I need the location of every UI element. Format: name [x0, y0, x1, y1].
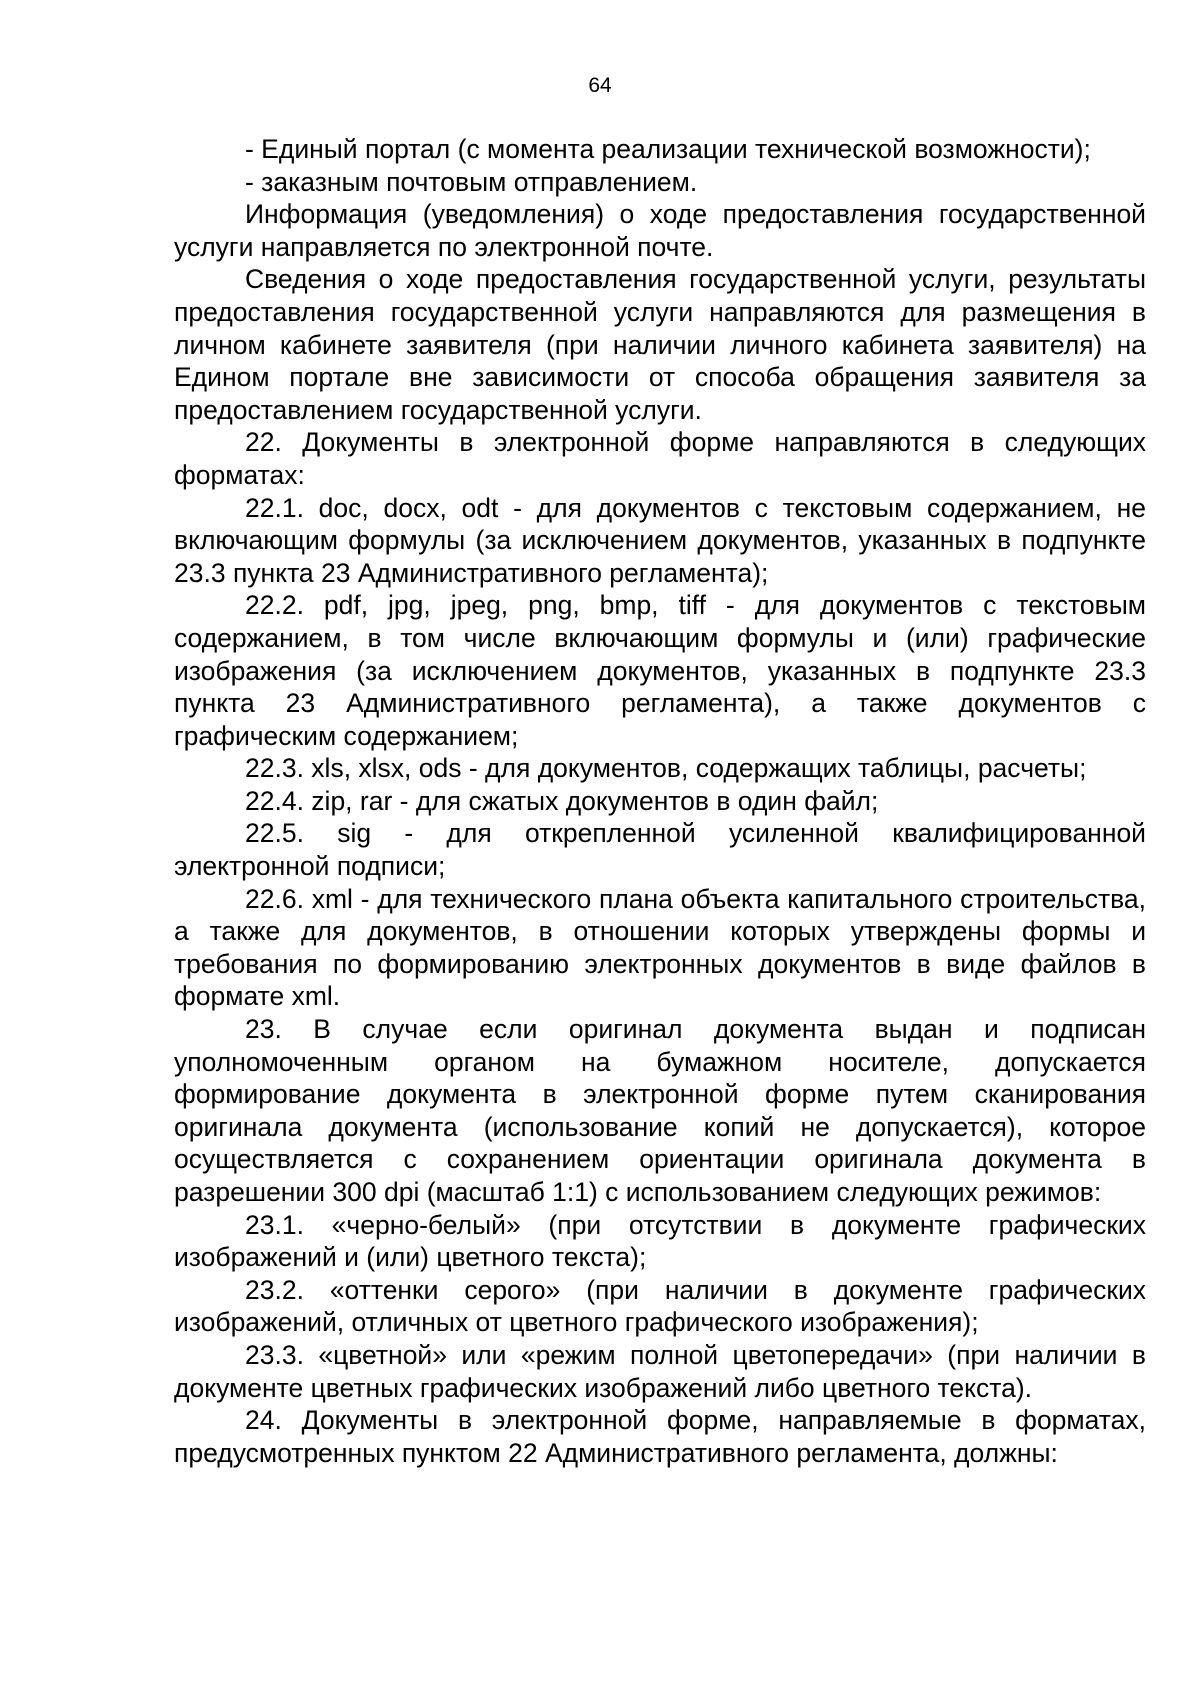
paragraph-24: 24. Документы в электронной форме, направляемые в форматах, предусмотренных пунктом 22 Административного регламента, должны: [174, 1405, 1146, 1468]
paragraph-22-4: 22.4. zip, rar - для сжатых документов в один файл; [245, 785, 879, 816]
document-body [174, 133, 1146, 1469]
paragraph-23: 23. В случае если оригинал документа выдан и подписан уполномоченным органом на бумажном носителе, допускается формирование документа в электронной форме путем сканирования оригинала документа (использование копий не допускается), которое осуществляется с сохранением ориентации оригинала документа в разрешении 300 dpi (масштаб 1:1) с использованием следующих режимов: [174, 1014, 1146, 1207]
paragraph-personal-account: Сведения о ходе предоставления государственной услуги, результаты предоставления государственной услуги направляются для размещения в личном кабинете заявителя (при наличии личного кабинета заявителя) на Едином портале вне зависимости от способа обращения заявителя за предоставлением государственной услуги. [174, 264, 1146, 425]
paragraph-22: 22. Документы в электронной форме направляются в следующих форматах: [174, 427, 1146, 490]
paragraph-22-5: 22.5. sig - для открепленной усиленной квалифицированной электронной подписи; [174, 818, 1146, 882]
paragraph-22-1: 22.1. doc, docx, odt - для документов с текстовым содержанием, не включающим формулы (за исключением документов, указанных в подпункте 23.3 пункта 23 Административного регламента); [174, 492, 1146, 588]
paragraph-notification-email: Информация (уведомления) о ходе предоставления государственной услуги направляется по электронной почте. [174, 199, 1146, 262]
paragraph-22-3: 22.3. xls, xlsx, ods - для документов, содержащих таблицы, расчеты; [245, 753, 1087, 784]
page-number: 64 [588, 74, 612, 97]
paragraph-registered-mail: - заказным почтовым отправлением. [245, 166, 698, 197]
paragraph-23-1: 23.1. «черно-белый» (при отсутствии в документе графических изображений и (или) цветного текста); [174, 1209, 1146, 1273]
paragraph-23-2: 23.2. «оттенки серого» (при наличии в документе графических изображений, отличных от цветного графического изображения); [174, 1274, 1146, 1338]
paragraph-22-2: 22.2. pdf, jpg, jpeg, png, bmp, tiff - для документов с текстовым содержанием, в том числе включающим формулы и (или) графические изображения (за исключением документов, указанных в подпункте 23.3 пункта 23 Административного регламента), а также документов с графическим содержанием; [174, 590, 1146, 751]
paragraph-22-6: 22.6. xml - для технического плана объекта капитального строительства, а также для документов, в отношении которых утверждены формы и требования по формированию электронных документов в виде файлов в формате xml. [174, 883, 1146, 1012]
paragraph-portal: - Единый портал (с момента реализации технической возможности); [245, 134, 1091, 164]
paragraph-23-3: 23.3. «цветной» или «режим полной цветопередачи» (при наличии в документе цветных графических изображений либо цветного текста). [174, 1339, 1146, 1403]
